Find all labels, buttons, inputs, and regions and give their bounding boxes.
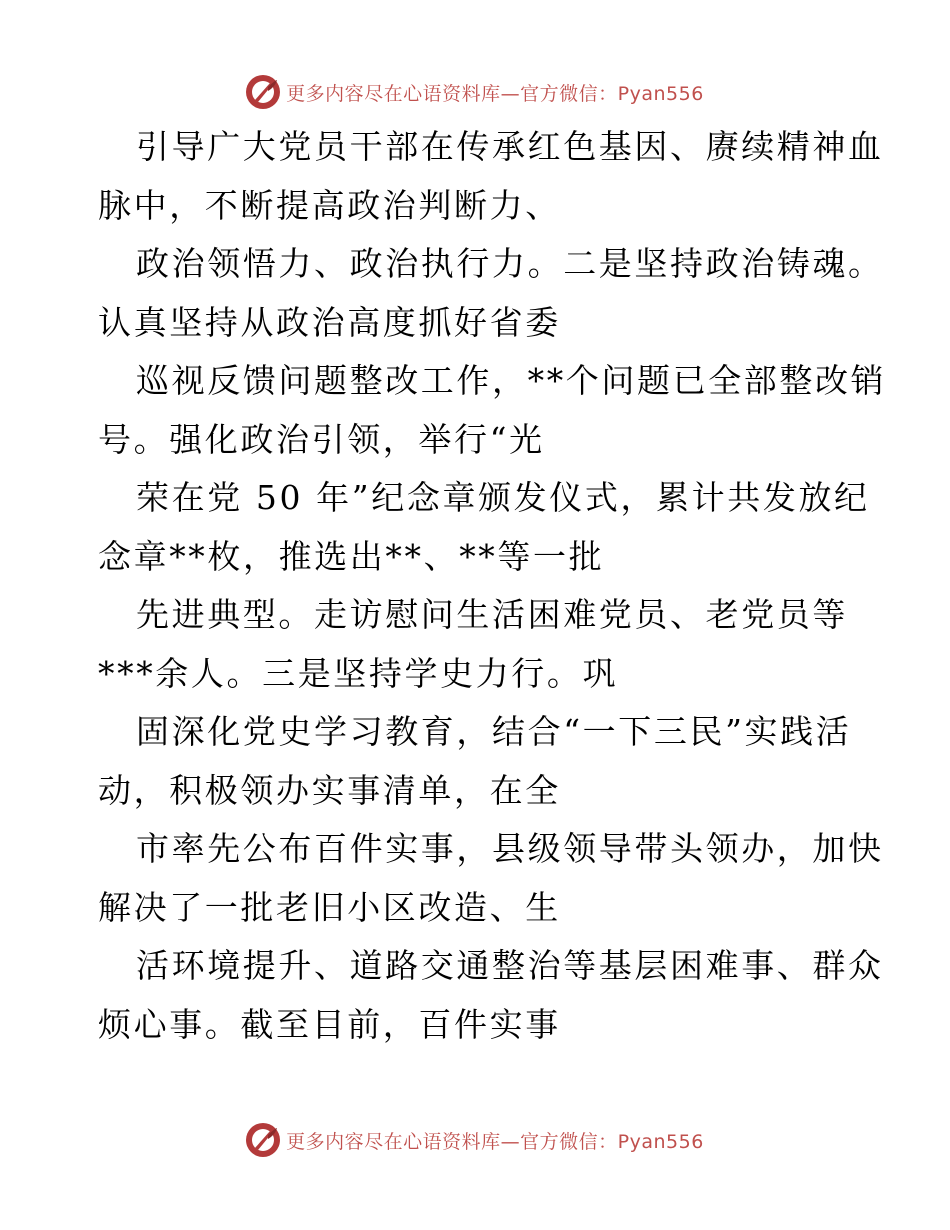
footer-watermark-banner (0, 1120, 950, 1160)
quill-logo-icon (246, 1123, 280, 1157)
text-line: 先进典型。走访慰问生活困难党员、老党员等 (136, 595, 848, 634)
text-line: 解决了一批老旧小区改造、生 (98, 887, 561, 927)
header-watermark-banner (0, 72, 950, 112)
text-line: 巡视反馈问题整改工作，**个问题已全部整改销 (136, 361, 887, 400)
banner-text: 更多内容尽在心语资料库—官方微信：Pyan556 (286, 1130, 704, 1153)
text-line: 引导广大党员干部在传承红色基因、赓续精神血 (136, 127, 884, 166)
text-line: 活环境提升、道路交通整治等基层困难事、群众 (136, 946, 884, 985)
text-line: 市率先公布百件实事，县级领导带头领办，加快 (136, 829, 884, 868)
text-line: 脉中，不断提高政治判断力、 (98, 185, 561, 225)
text-line: 荣在党 50 年”纪念章颁发仪式，累计共发放纪 (136, 478, 870, 517)
text-line: 动，积极领办实事清单，在全 (98, 770, 561, 810)
banner-text: 更多内容尽在心语资料库—官方微信：Pyan556 (286, 82, 704, 105)
text-line: ***余人。三是坚持学史力行。巩 (98, 653, 619, 693)
text-line: 号。强化政治引领，举行“光 (98, 419, 545, 459)
text-line: 固深化党史学习教育，结合“一下三民”实践活 (136, 712, 852, 751)
document-body (98, 118, 887, 1054)
text-line: 认真坚持从政治高度抓好省委 (98, 302, 561, 342)
text-line: 烦心事。截至目前，百件实事 (98, 1004, 561, 1044)
quill-logo-icon (246, 75, 280, 109)
text-line: 政治领悟力、政治执行力。二是坚持政治铸魂。 (136, 244, 884, 283)
text-line: 念章**枚，推选出**、**等一批 (98, 536, 605, 576)
